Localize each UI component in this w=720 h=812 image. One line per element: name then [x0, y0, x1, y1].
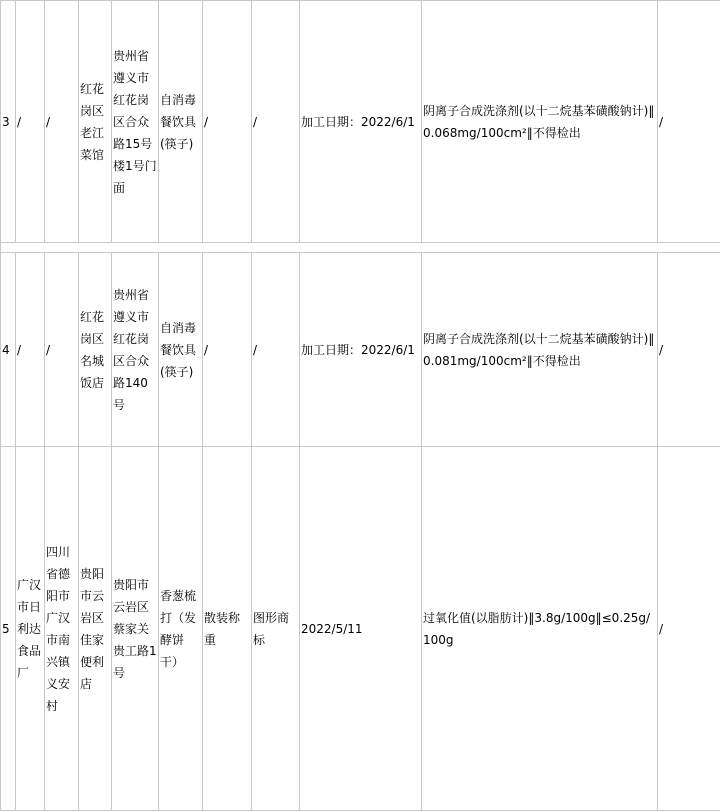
seller-cell: 贵阳市云岩区佳家便利店 — [79, 447, 112, 811]
seller-address-cell: 贵州省遵义市红花岗区合众路15号楼1号门面 — [112, 1, 159, 243]
note-cell: / — [658, 253, 720, 447]
producer-address-cell: 四川省德阳市广汉市南兴镇义安村 — [45, 447, 79, 811]
table-row — [1, 447, 720, 811]
seq-cell: 4 — [1, 253, 16, 447]
seller-cell: 红花岗区老江菜馆 — [79, 1, 112, 243]
date-cell: 加工日期：2022/6/1 — [300, 253, 422, 447]
spec-cell: 散装称重 — [203, 447, 252, 811]
product-cell: 自消毒餐饮具(筷子) — [159, 253, 203, 447]
spec-cell: / — [203, 1, 252, 243]
note-cell: / — [658, 447, 720, 811]
seller-cell: 红花岗区名城饭店 — [79, 253, 112, 447]
brand-cell: / — [252, 253, 300, 447]
seq-cell: 5 — [1, 447, 16, 811]
spec-cell: / — [203, 253, 252, 447]
producer-address-cell: / — [45, 1, 79, 243]
product-cell: 香葱梳打（发酵饼干） — [159, 447, 203, 811]
brand-cell: 图形商标 — [252, 447, 300, 811]
seq-cell: 3 — [1, 1, 16, 243]
table-row — [1, 1, 720, 243]
row-gap — [1, 243, 720, 253]
product-cell: 自消毒餐饮具(筷子) — [159, 1, 203, 243]
brand-cell: / — [252, 1, 300, 243]
seller-address-cell: 贵州省遵义市红花岗区合众路140号 — [112, 253, 159, 447]
note-cell: / — [658, 1, 720, 243]
producer-cell: / — [16, 253, 45, 447]
date-cell: 加工日期：2022/6/1 — [300, 1, 422, 243]
date-cell: 2022/5/11 — [300, 447, 422, 811]
table-row — [1, 253, 720, 447]
producer-cell: 广汉市日利达食品厂 — [16, 447, 45, 811]
item-cell: 过氧化值(以脂肪计)‖3.8g/100g‖≤0.25g/100g — [422, 447, 658, 811]
producer-address-cell: / — [45, 253, 79, 447]
producer-cell: / — [16, 1, 45, 243]
item-cell: 阴离子合成洗涤剂(以十二烷基苯磺酸钠计)‖0.068mg/100cm²‖不得检出 — [422, 1, 658, 243]
seller-address-cell: 贵阳市云岩区蔡家关贵工路1号 — [112, 447, 159, 811]
item-cell: 阴离子合成洗涤剂(以十二烷基苯磺酸钠计)‖0.081mg/100cm²‖不得检出 — [422, 253, 658, 447]
